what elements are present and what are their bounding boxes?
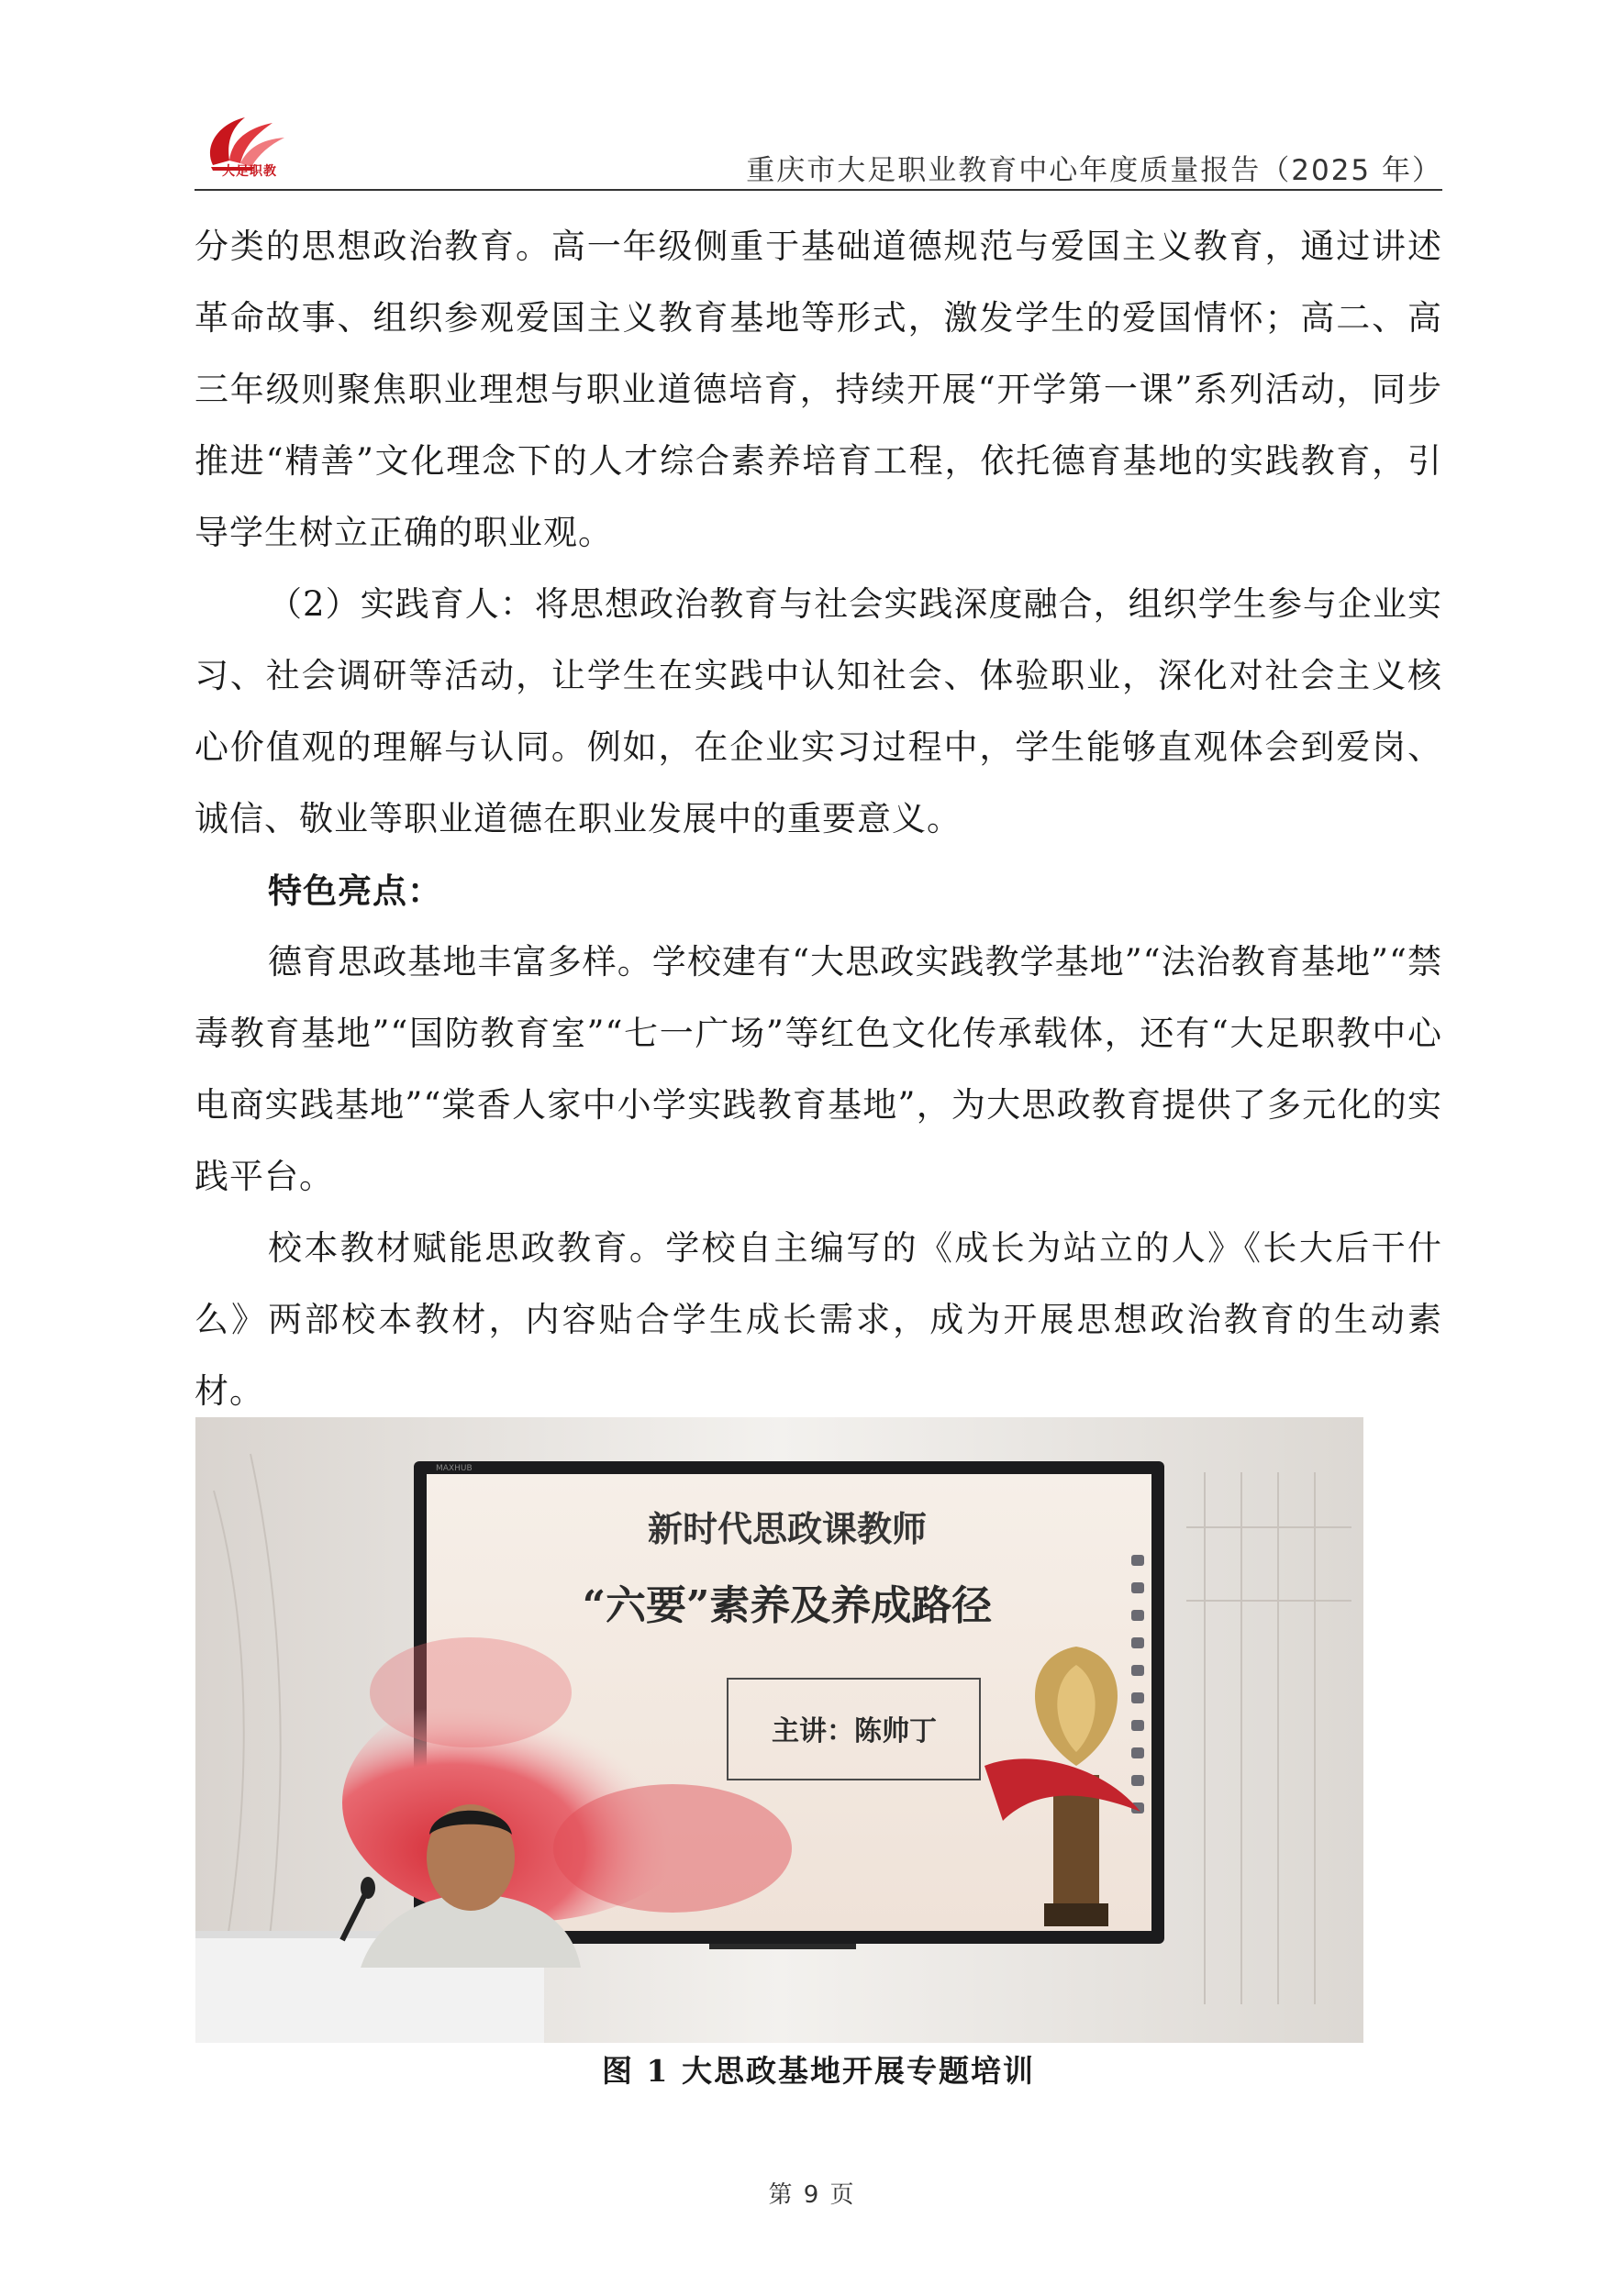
- section-heading-highlights: 特色亮点：: [268, 871, 442, 911]
- monitor-brand: MAXHUB: [436, 1464, 473, 1473]
- training-photo: [195, 1417, 1363, 2043]
- screen-speaker: 主讲：陈帅丁: [772, 1715, 937, 1747]
- photo-illustration: [195, 1417, 1363, 2043]
- paragraph-continuation: 分类的思想政治教育。高一年级侧重于基础道德规范与爱国主义教育，通过讲述革命故事、组织参观爱国主义教育基地等形式，激发学生的爱国情怀；高二、高三年级则聚焦职业理想与职业道德培育，持续开展“开学第一课”系列活动，同步推进“精善”文化理念下的人才综合素养培育工程，依托德育基地的实践教育，引导学生树立正确的职业观。: [195, 227, 1442, 552]
- figure-caption: 图 1 大思政基地开展专题培训: [602, 2053, 1035, 2089]
- paragraph-practice: （2）实践育人：将思想政治教育与社会实践深度融合，组织学生参与企业实习、社会调研等活动，让学生在实践中认知社会、体验职业，深化对社会主义核心价值观的理解与认同。例如，在企业实习过程中，学生能够直观体会到爱岗、诚信、敬业等职业道德在职业发展中的重要意义。: [195, 584, 1442, 838]
- page-header: [195, 110, 1442, 194]
- paragraph-textbooks: 校本教材赋能思政教育。学校自主编写的《成长为站立的人》《长大后干什么》两部校本教材，内容贴合学生成长需求，成为开展思想政治教育的生动素材。: [195, 1228, 1442, 1411]
- report-title: 重庆市大足职业教育中心年度质量报告（2025 年）: [746, 154, 1442, 187]
- logo-text: 大足职教: [222, 164, 277, 179]
- page-number: 第 9 页: [768, 2181, 856, 2209]
- school-logo: [195, 110, 295, 183]
- header-divider: [195, 189, 1442, 191]
- screen-title-line1: 新时代思政课教师: [647, 1508, 928, 1549]
- main-content: [195, 211, 1442, 1427]
- screen-title-line2: “六要”素养及养成路径: [582, 1582, 993, 1629]
- paragraph-bases: 德育思政基地丰富多样。学校建有“大思政实践教学基地”“法治教育基地”“禁毒教育基地”“国防教育室”“七一广场”等红色文化传承载体，还有“大足职教中心电商实践基地”“棠香人家中小学实践教育基地”，为大思政教育提供了多元化的实践平台。: [195, 942, 1442, 1196]
